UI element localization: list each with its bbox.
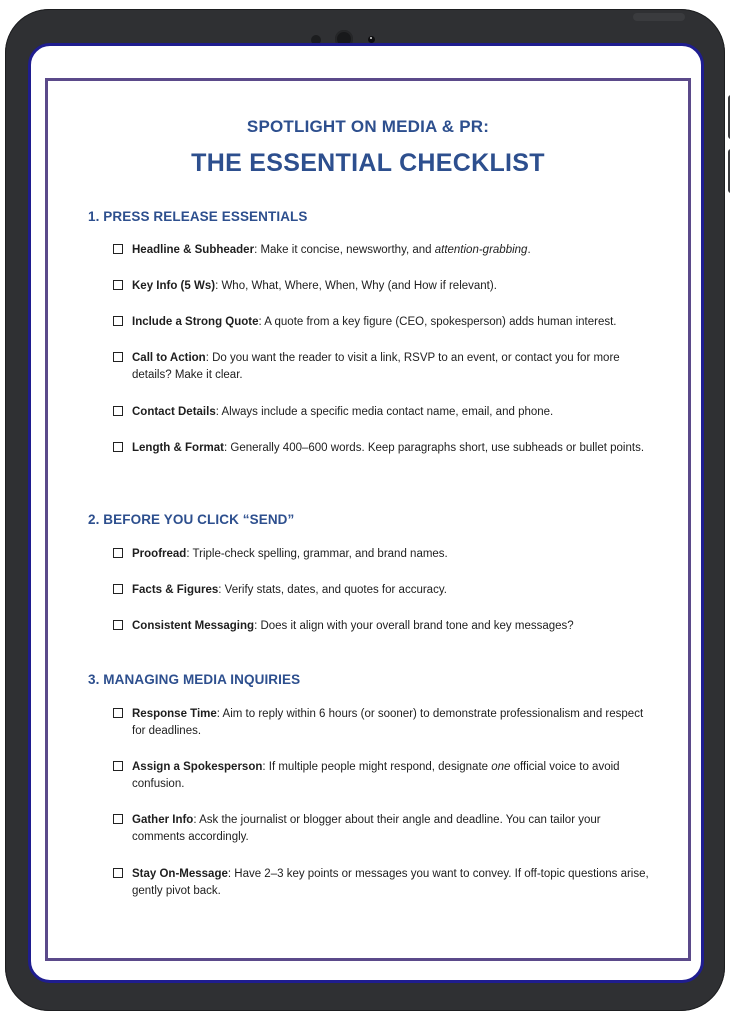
checkbox[interactable] <box>113 406 123 416</box>
item-label: Gather Info <box>132 814 194 826</box>
item-text: : Ask the journalist or blogger about their angle and deadline. You can tailor your comments accordingly. <box>132 814 601 843</box>
item-text: : If multiple people might respond, designate <box>262 761 492 773</box>
item-label: Stay On-Message <box>132 868 228 880</box>
item-text: : Who, What, Where, When, Why (and How if relevant). <box>215 280 497 292</box>
checkbox[interactable] <box>113 708 123 718</box>
checklist-item <box>113 706 653 740</box>
section-heading: 3. MANAGING MEDIA INQUIRIES <box>88 672 301 687</box>
item-label: Contact Details <box>132 406 216 418</box>
checkbox[interactable] <box>113 814 123 824</box>
item-text: : Verify stats, dates, and quotes for accuracy. <box>218 584 447 596</box>
checklist-item <box>113 314 653 331</box>
section-heading: 1. PRESS RELEASE ESSENTIALS <box>88 209 308 224</box>
item-label: Consistent Messaging <box>132 620 255 632</box>
item-text: : Generally 400–600 words. Keep paragraphs short, use subheads or bullet points. <box>224 442 645 454</box>
document-title: THE ESSENTIAL CHECKLIST <box>191 149 545 177</box>
item-label: Call to Action <box>132 352 206 364</box>
item-label: Headline & Subheader <box>132 244 255 256</box>
item-emphasis: attention-grabbing <box>434 244 528 256</box>
item-emphasis: one <box>491 761 511 773</box>
checklist-item <box>113 350 653 384</box>
item-label: Assign a Spokesperson <box>132 761 263 773</box>
checklist-item <box>113 242 653 259</box>
checkbox[interactable] <box>113 280 123 290</box>
checklist-document <box>45 78 691 961</box>
item-text: : Aim to reply within 6 hours (or sooner) to demonstrate professionalism and respect for deadlines. <box>132 708 644 737</box>
item-text: : Triple-check spelling, grammar, and brand names. <box>186 548 448 560</box>
item-text: : Always include a specific media contact name, email, and phone. <box>215 406 554 418</box>
item-text: : Does it align with your overall brand tone and key messages? <box>254 620 574 632</box>
checkbox[interactable] <box>113 868 123 878</box>
item-text: : A quote from a key figure (CEO, spokesperson) adds human interest. <box>258 316 617 328</box>
checklist-item <box>113 618 653 635</box>
checkbox[interactable] <box>113 352 123 362</box>
checkbox[interactable] <box>113 244 123 254</box>
checkbox[interactable] <box>113 761 123 771</box>
item-label: Include a Strong Quote <box>132 316 259 328</box>
checklist-item <box>113 866 653 900</box>
checkbox[interactable] <box>113 442 123 452</box>
item-text-after: official voice to avoid confusion. <box>132 761 620 790</box>
checklist-item <box>113 404 653 421</box>
item-label: Response Time <box>132 708 217 720</box>
item-label: Proofread <box>132 548 187 560</box>
checklist-item <box>113 278 653 295</box>
checkbox[interactable] <box>113 620 123 630</box>
item-text-after: . <box>527 244 531 256</box>
checkbox[interactable] <box>113 584 123 594</box>
checklist-item <box>113 546 653 563</box>
item-text: : Make it concise, newsworthy, and <box>254 244 435 256</box>
document-subtitle: SPOTLIGHT ON MEDIA & PR: <box>246 117 490 136</box>
power-button <box>633 13 685 21</box>
checklist-item <box>113 582 653 599</box>
checklist-item <box>113 759 653 793</box>
item-text: : Have 2–3 key points or messages you want to convey. If off-topic questions arise, gently pivot back. <box>132 868 649 897</box>
checkbox[interactable] <box>113 548 123 558</box>
item-text: : Do you want the reader to visit a link, RSVP to an event, or contact you for more details? Make it clear. <box>132 352 620 381</box>
section-heading: 2. BEFORE YOU CLICK “SEND” <box>88 512 295 527</box>
item-label: Key Info (5 Ws) <box>132 280 216 292</box>
item-label: Length & Format <box>132 442 224 454</box>
checklist-item <box>113 440 653 457</box>
light-sensor-icon <box>368 36 375 43</box>
item-label: Facts & Figures <box>132 584 219 596</box>
checklist-item <box>113 812 653 846</box>
checkbox[interactable] <box>113 316 123 326</box>
